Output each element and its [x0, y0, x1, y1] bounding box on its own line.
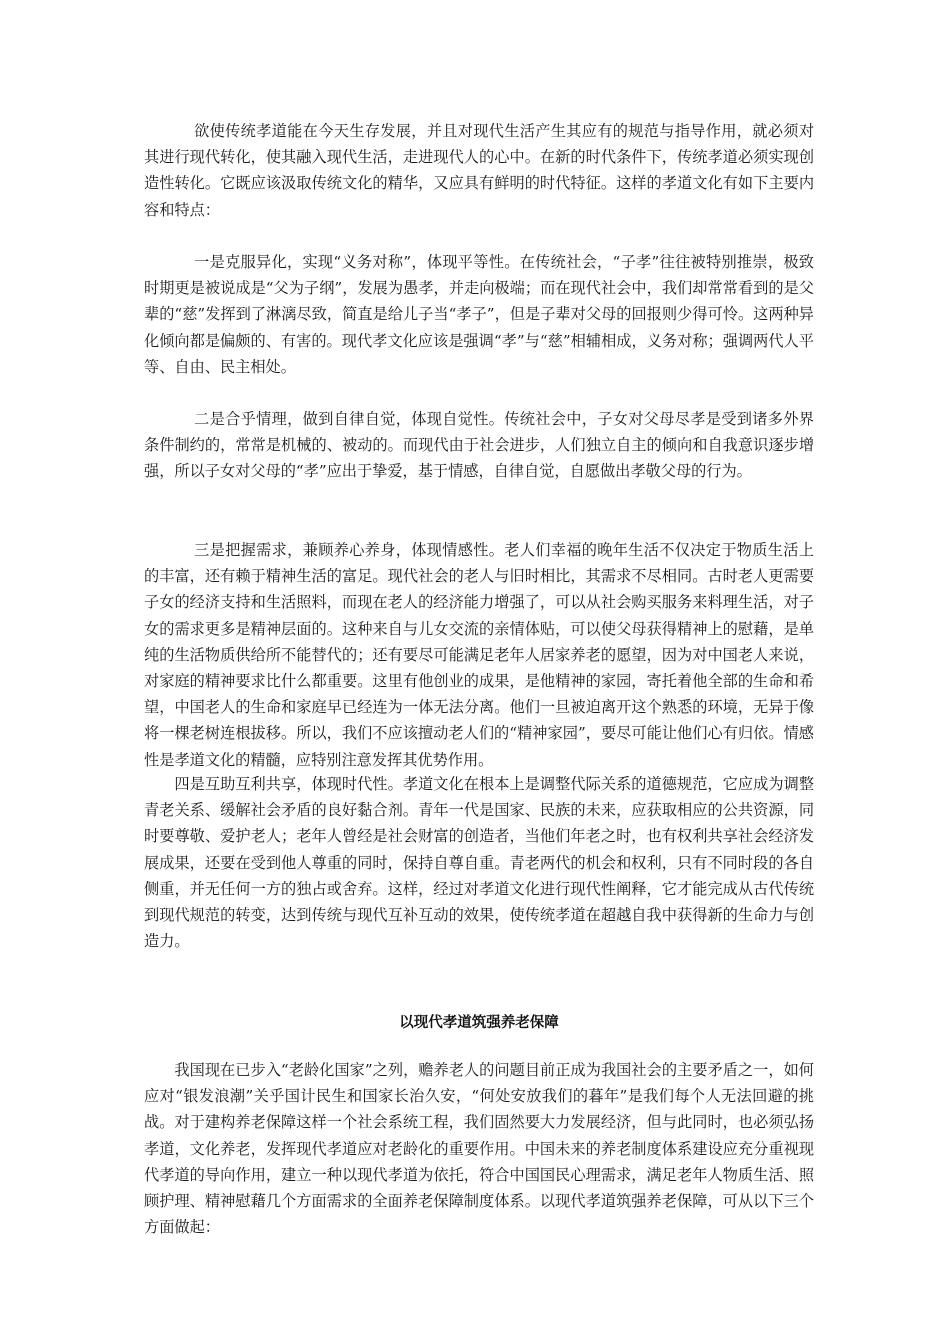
paragraph-section-body: 我国现在已步入“老龄化国家”之列，赡养老人的问题目前正成为我国社会的主要矛盾之一，如何应对“银发浪潮”关乎国计民生和国家长治久安，“何处安放我们的暮年”是我们每个人无法回避的挑战。对于建构养老保障这样一个社会系统工程，我们固然要大力发展经济，但与此同时，也必须弘扬孝道，文化养老，发挥现代孝道应对老龄化的重要作用。中国未来的养老制度体系建设应充分重视现代孝道的导向作用，建立一种以现代孝道为依托，符合中国国民心理需求，满足老年人物质生活、照顾护理、精神慰藉几个方面需求的全面养老保障制度体系。以现代孝道筑强养老保障，可从以下三个方面做起： — [144, 1061, 814, 1237]
paragraph-point-four: 四是互助互利共享，体现时代性。孝道文化在根本上是调整代际关系的道德规范，它应成为调整青老关系、缓解社会矛盾的良好黏合剂。青年一代是国家、民族的未来，应获取相应的公共资源，同时要尊敬、爱护老人；老年人曾经是社会财富的创造者，当他们年老之时，也有权利共享社会经济发展成果，还要在受到他人尊重的同时，保持自尊自重。青老两代的机会和权利，只有不同时段的各自侧重，并无任何一方的独占或舍弃。这样，经过对孝道文化进行现代性阐释，它才能完成从古代传统到现代规范的转变，达到传统与现代互补互动的效果，使传统孝道在超越自我中获得新的生命力与创造力。 — [144, 775, 814, 951]
paragraph-point-one: 一是克服异化，实现“义务对称”，体现平等性。在传统社会，“子孝”往往被特别推崇，极致时期更是被说成是“父为子纲”，发展为愚孝，并走向极端；而在现代社会中，我们却常常看到的是父辈的“慈”发挥到了淋漓尽致，简直是给儿子当“孝子”，但是子辈对父母的回报则少得可怜。这两种异化倾向都是偏颇的、有害的。现代孝文化应该是强调“孝”与“慈”相辅相成，义务对称；强调两代人平等、自由、民主相处。 — [144, 253, 814, 376]
paragraph-point-two: 二是合乎情理，做到自律自觉，体现自觉性。传统社会中，子女对父母尽孝是受到诸多外界条件制约的，常常是机械的、被动的。而现代由于社会进步，人们独立自主的倾向和自我意识逐步增强，所以子女对父母的“孝”应出于挚爱，基于情感，自律自觉，自愿做出孝敬父母的行为。 — [144, 410, 814, 481]
section-heading: 以现代孝道筑强养老保障 — [399, 1015, 559, 1031]
paragraph-point-three: 三是把握需求，兼顾养心养身，体现情感性。老人们幸福的晚年生活不仅决定于物质生活上的丰富，还有赖于精神生活的富足。现代社会的老人与旧时相比，其需求不尽相同。古时老人更需要子女的经济支持和生活照料，而现在老人的经济能力增强了，可以从社会购买服务来料理生活，对子女的需求更多是精神层面的。这种来自与儿女交流的亲情体贴，可以使父母获得精神上的慰藉，是单纯的生活物质供给所不能替代的；还有要尽可能满足老年人居家养老的愿望，因为对中国老人来说，对家庭的精神要求比什么都重要。这里有他创业的成果，是他精神的家园，寄托着他全部的生命和希望，中国老人的生命和家庭早已经连为一体无法分离。他们一旦被迫离开这个熟悉的环境，无异于像将一棵老树连根拔移。所以，我们不应该擅动老人们的“精神家园”，要尽可能让他们心有归依。情感性是孝道文化的精髓，应特别注意发挥其优势作用。 — [144, 541, 814, 769]
paragraph-intro: 欲使传统孝道能在今天生存发展，并且对现代生活产生其应有的规范与指导作用，就必须对其进行现代转化，使其融入现代生活，走进现代人的心中。在新的时代条件下，传统孝道必须实现创造性转化。它既应该汲取传统文化的精华，又应具有鲜明的时代特征。这样的孝道文化有如下主要内容和特点： — [144, 122, 814, 219]
